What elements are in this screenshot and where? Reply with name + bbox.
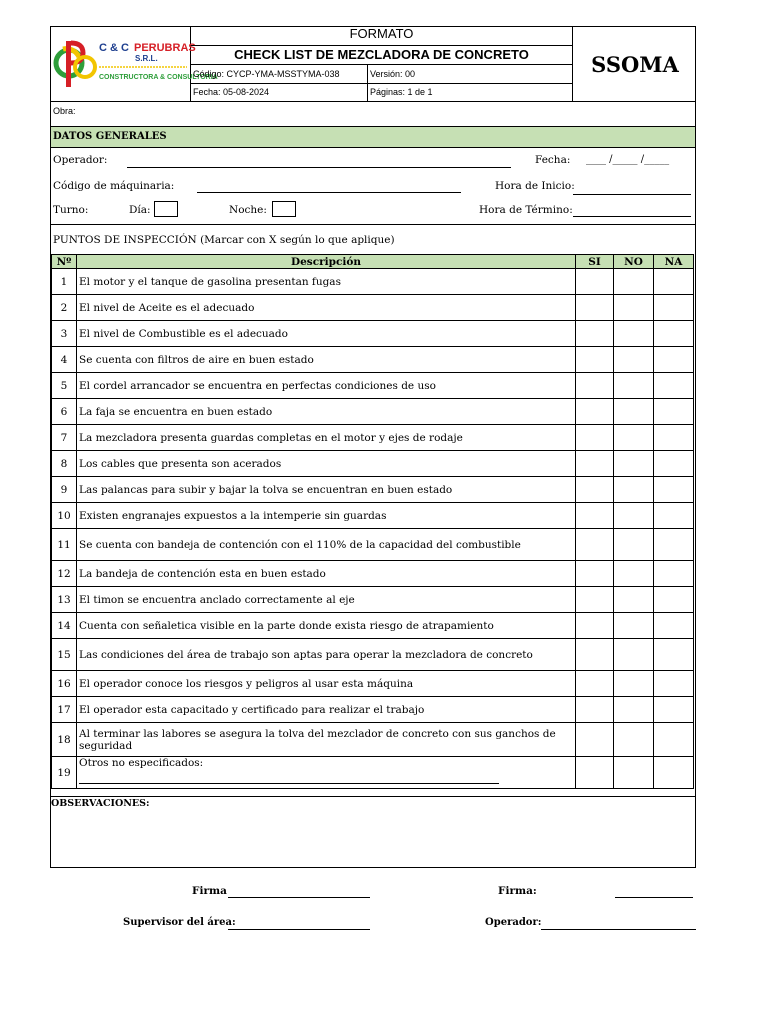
checkbox-cell-si[interactable] [576, 561, 614, 587]
row-number: 9 [52, 477, 77, 503]
inspection-table [51, 254, 694, 789]
checkbox-cell-si[interactable] [576, 425, 614, 451]
checkbox-cell-si[interactable] [576, 697, 614, 723]
turno-label: Turno: [53, 204, 89, 216]
table-row [52, 451, 694, 477]
checkbox-cell-na[interactable] [654, 425, 694, 451]
row-description: La mezcladora presenta guardas completas en el motor y ejes de rodaje [77, 425, 576, 451]
checkbox-cell-si[interactable] [576, 347, 614, 373]
checkbox-cell-no[interactable] [614, 671, 654, 697]
checkbox-cell-no[interactable] [614, 723, 654, 757]
checkbox-cell-no[interactable] [614, 529, 654, 561]
checkbox-cell-na[interactable] [654, 347, 694, 373]
row-number: 19 [52, 757, 77, 789]
row-description: El nivel de Aceite es el adecuado [77, 295, 576, 321]
otros-field[interactable] [79, 769, 499, 784]
fecha-field[interactable]: ____ /_____ /_____ [586, 154, 670, 165]
col-header-desc: Descripción [77, 255, 576, 269]
row-description: El cordel arrancador se encuentra en perfectas condiciones de uso [77, 373, 576, 399]
hora-inicio-field[interactable] [573, 194, 691, 195]
table-row [52, 587, 694, 613]
checkbox-cell-si[interactable] [576, 503, 614, 529]
checkbox-cell-na[interactable] [654, 399, 694, 425]
operador-sign-line[interactable] [541, 929, 696, 930]
row-number: 11 [52, 529, 77, 561]
observaciones-label: OBSERVACIONES: [51, 798, 150, 809]
checkbox-cell-na[interactable] [654, 613, 694, 639]
row-number: 6 [52, 399, 77, 425]
operador-sign-label: Operador: [485, 917, 542, 928]
row-description: Las condiciones del área de trabajo son aptas para operar la mezcladora de concreto [77, 639, 576, 671]
document-code: Código: CYCP-YMA-MSSTYMA-038 [193, 69, 340, 79]
row-description: La faja se encuentra en buen estado [77, 399, 576, 425]
checkbox-cell-no[interactable] [614, 399, 654, 425]
checkbox-cell-na[interactable] [654, 639, 694, 671]
datos-generales-title: DATOS GENERALES [53, 131, 167, 142]
document-header [50, 26, 696, 102]
row-number: 10 [52, 503, 77, 529]
checkbox-cell-si[interactable] [576, 373, 614, 399]
cpc-logo-icon [51, 27, 218, 99]
firma-left-label: Firma [192, 885, 227, 897]
checkbox-cell-no[interactable] [614, 697, 654, 723]
checkbox-cell-no[interactable] [614, 347, 654, 373]
checkbox-cell-si[interactable] [576, 671, 614, 697]
checkbox-cell-no[interactable] [614, 373, 654, 399]
operador-label: Operador: [53, 154, 108, 166]
checkbox-cell-no[interactable] [614, 561, 654, 587]
firma-right-line[interactable] [615, 897, 693, 898]
row-description: Los cables que presenta son acerados [77, 451, 576, 477]
firma-right-label: Firma: [498, 885, 537, 897]
checkbox-cell-na[interactable] [654, 295, 694, 321]
table-row [52, 269, 694, 295]
col-header-no: NO [614, 255, 654, 269]
table-row [52, 321, 694, 347]
checkbox-cell-no[interactable] [614, 269, 654, 295]
row-number: 3 [52, 321, 77, 347]
obra-label: Obra: [53, 106, 76, 116]
firma-left-line[interactable] [228, 897, 370, 898]
row-description: El timon se encuentra anclado correctamente al eje [77, 587, 576, 613]
codigo-maquinaria-label: Código de máquinaria: [53, 180, 175, 192]
checkbox-cell-na[interactable] [654, 757, 694, 789]
checkbox-cell-no[interactable] [614, 477, 654, 503]
row-number: 16 [52, 671, 77, 697]
checklist-form [50, 102, 696, 868]
checkbox-cell-si[interactable] [576, 613, 614, 639]
noche-checkbox[interactable] [272, 201, 296, 217]
checkbox-cell-si[interactable] [576, 529, 614, 561]
hora-inicio-label: Hora de Inicio: [495, 180, 575, 192]
document-pages: Páginas: 1 de 1 [370, 87, 433, 97]
checkbox-cell-si[interactable] [576, 399, 614, 425]
row-number: 8 [52, 451, 77, 477]
table-row [52, 295, 694, 321]
row-number: 14 [52, 613, 77, 639]
row-description: Existen engranajes expuestos a la intemperie sin guardas [77, 503, 576, 529]
operador-field[interactable] [127, 167, 511, 168]
codigo-maquinaria-field[interactable] [197, 192, 461, 193]
checkbox-cell-na[interactable] [654, 373, 694, 399]
checkbox-cell-na[interactable] [654, 671, 694, 697]
checkbox-cell-na[interactable] [654, 561, 694, 587]
table-row [52, 639, 694, 671]
col-header-si: SI [576, 255, 614, 269]
document-version: Versión: 00 [370, 69, 416, 79]
checkbox-cell-no[interactable] [614, 451, 654, 477]
dia-checkbox[interactable] [154, 201, 178, 217]
checkbox-cell-na[interactable] [654, 321, 694, 347]
table-row [52, 477, 694, 503]
datos-generales-band [51, 126, 695, 148]
row-description: El motor y el tanque de gasolina presentan fugas [77, 269, 576, 295]
supervisor-line[interactable] [228, 929, 370, 930]
table-row [52, 723, 694, 757]
checkbox-cell-no[interactable] [614, 425, 654, 451]
col-header-num: Nº [52, 255, 77, 269]
company-logo [51, 27, 218, 101]
table-row [52, 757, 694, 789]
dia-label: Día: [129, 204, 151, 216]
svg-text:C & C: C & C [99, 42, 129, 54]
checkbox-cell-na[interactable] [654, 529, 694, 561]
row-number: 7 [52, 425, 77, 451]
table-row [52, 529, 694, 561]
table-row [52, 425, 694, 451]
row-number: 2 [52, 295, 77, 321]
table-row [52, 347, 694, 373]
table-row [52, 697, 694, 723]
row-description [77, 757, 576, 789]
checkbox-cell-no[interactable] [614, 639, 654, 671]
checkbox-cell-no[interactable] [614, 321, 654, 347]
checkbox-cell-na[interactable] [654, 503, 694, 529]
checkbox-cell-si[interactable] [576, 269, 614, 295]
row-number: 5 [52, 373, 77, 399]
format-label: FORMATO [349, 26, 414, 41]
table-header-row [52, 255, 694, 269]
checkbox-cell-si[interactable] [576, 587, 614, 613]
hora-termino-label: Hora de Término: [479, 204, 573, 216]
row-description: Al terminar las labores se asegura la tolva del mezclador de concreto con sus ganchos de seguridad [77, 723, 576, 757]
row-number: 12 [52, 561, 77, 587]
supervisor-label: Supervisor del área: [123, 917, 236, 928]
checkbox-cell-si[interactable] [576, 451, 614, 477]
row-description-text: Otros no especificados: [79, 757, 204, 769]
row-number: 15 [52, 639, 77, 671]
table-row [52, 503, 694, 529]
inspeccion-title: PUNTOS DE INSPECCIÓN (Marcar con X según lo que aplique) [53, 234, 395, 246]
fecha-label: Fecha: [535, 154, 571, 166]
checkbox-cell-si[interactable] [576, 757, 614, 789]
row-description: La bandeja de contención esta en buen estado [77, 561, 576, 587]
checkbox-cell-na[interactable] [654, 723, 694, 757]
checkbox-cell-si[interactable] [576, 639, 614, 671]
checkbox-cell-na[interactable] [654, 587, 694, 613]
checkbox-cell-no[interactable] [614, 503, 654, 529]
ssoma-label: SSOMA [591, 51, 679, 77]
checkbox-cell-si[interactable] [576, 723, 614, 757]
checkbox-cell-si[interactable] [576, 321, 614, 347]
checkbox-cell-no[interactable] [614, 295, 654, 321]
col-header-na: NA [654, 255, 694, 269]
table-row [52, 671, 694, 697]
checkbox-cell-si[interactable] [576, 477, 614, 503]
hora-termino-field[interactable] [573, 216, 691, 217]
row-number: 17 [52, 697, 77, 723]
row-number: 1 [52, 269, 77, 295]
checkbox-cell-na[interactable] [654, 269, 694, 295]
checkbox-cell-no[interactable] [614, 613, 654, 639]
svg-text:S.R.L.: S.R.L. [135, 54, 158, 63]
row-description: Se cuenta con bandeja de contención con el 110% de la capacidad del combustible [77, 529, 576, 561]
row-description: El operador esta capacitado y certificado para realizar el trabajo [77, 697, 576, 723]
row-number: 13 [52, 587, 77, 613]
noche-label: Noche: [229, 204, 267, 216]
table-row [52, 613, 694, 639]
checkbox-cell-no[interactable] [614, 587, 654, 613]
table-row [52, 399, 694, 425]
page-title: CHECK LIST DE MEZCLADORA DE CONCRETO [234, 47, 529, 62]
table-row [52, 561, 694, 587]
checkbox-cell-no[interactable] [614, 757, 654, 789]
row-description: Se cuenta con filtros de aire en buen estado [77, 347, 576, 373]
checkbox-cell-na[interactable] [654, 451, 694, 477]
table-row [52, 373, 694, 399]
row-description: Cuenta con señaletica visible en la parte donde exista riesgo de atrapamiento [77, 613, 576, 639]
row-description: Las palancas para subir y bajar la tolva se encuentran en buen estado [77, 477, 576, 503]
svg-text:PERUBRAS: PERUBRAS [134, 42, 196, 54]
row-description: El operador conoce los riesgos y peligros al usar esta máquina [77, 671, 576, 697]
svg-text:CONSTRUCTORA & CONSULTORIA: CONSTRUCTORA & CONSULTORIA [99, 74, 218, 81]
row-number: 18 [52, 723, 77, 757]
checkbox-cell-si[interactable] [576, 295, 614, 321]
row-number: 4 [52, 347, 77, 373]
row-description: El nivel de Combustible es el adecuado [77, 321, 576, 347]
header-title-block [191, 27, 573, 101]
checkbox-cell-na[interactable] [654, 477, 694, 503]
checkbox-cell-na[interactable] [654, 697, 694, 723]
document-date: Fecha: 05-08-2024 [193, 87, 270, 97]
